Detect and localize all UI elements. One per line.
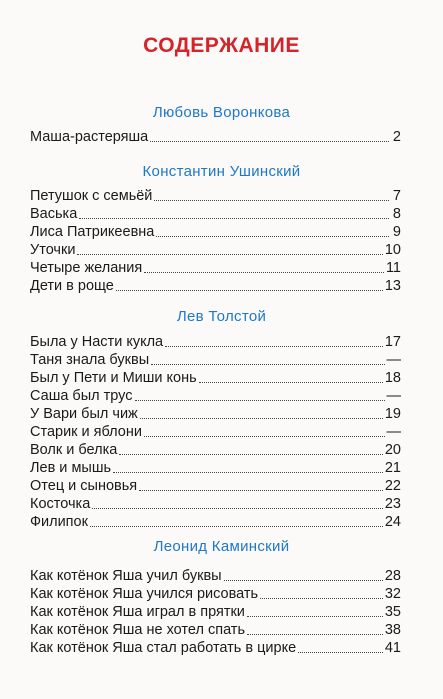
dot-leader	[79, 218, 389, 219]
toc-entry[interactable]	[30, 458, 401, 477]
entry-page: 10	[384, 242, 401, 258]
entry-title: Косточка	[30, 496, 91, 512]
section-author: Любовь Воронкова	[152, 104, 291, 121]
entry-title: Волк и белка	[30, 442, 118, 458]
section-author: Леонид Каминский	[153, 538, 290, 555]
toc-entry[interactable]	[30, 440, 401, 459]
entry-page: 13	[384, 278, 401, 294]
dot-leader	[150, 141, 389, 142]
entry-title: Филипок	[30, 514, 88, 530]
toc-entry[interactable]	[30, 386, 401, 405]
entry-title: Маша-растеряша	[30, 129, 149, 145]
dot-leader	[119, 454, 383, 455]
dot-leader	[144, 272, 384, 273]
entry-title: Отец и сыновья	[30, 478, 138, 494]
toc-entry[interactable]	[30, 422, 401, 441]
toc-entry[interactable]	[30, 566, 401, 585]
entry-page: 41	[384, 640, 401, 656]
entry-title: Старик и яблони	[30, 424, 142, 440]
toc-entry[interactable]	[30, 258, 401, 277]
entry-page: 21	[384, 460, 401, 476]
toc-entry[interactable]	[30, 240, 401, 259]
dot-leader	[165, 346, 383, 347]
entry-title: Лиса Патрикеевна	[30, 224, 155, 240]
entry-page: 17	[384, 334, 401, 350]
entry-title: Был у Пети и Миши конь	[30, 370, 197, 386]
dot-leader	[139, 490, 383, 491]
entry-page: 2	[392, 129, 401, 145]
section-author: Константин Ушинский	[142, 163, 301, 180]
entry-title: Петушок с семьёй	[30, 188, 153, 204]
toc-entry[interactable]	[30, 584, 401, 603]
toc-entry[interactable]	[30, 276, 401, 295]
toc-entry[interactable]	[30, 494, 401, 513]
dot-leader	[151, 364, 384, 365]
dot-leader	[247, 616, 383, 617]
toc-entry[interactable]	[30, 332, 401, 351]
entry-page: 23	[384, 496, 401, 512]
entry-page: —	[386, 352, 401, 368]
dot-leader	[90, 526, 383, 527]
dot-leader	[199, 382, 383, 383]
toc-entry[interactable]	[30, 512, 401, 531]
dot-leader	[154, 200, 389, 201]
dot-leader	[224, 580, 383, 581]
toc-entry[interactable]	[30, 186, 401, 205]
dot-leader	[144, 436, 385, 437]
entry-title: Как котёнок Яша играл в прятки	[30, 604, 245, 620]
dot-leader	[247, 634, 383, 635]
entry-title: Саша был трус	[30, 388, 133, 404]
entry-page: 18	[384, 370, 401, 386]
dot-leader	[156, 236, 389, 237]
page-title: СОДЕРЖАНИЕ	[143, 34, 300, 57]
entry-title: Как котёнок Яша не хотел спать	[30, 622, 246, 638]
toc-entry[interactable]	[30, 404, 401, 423]
toc-entry[interactable]	[30, 368, 401, 387]
toc-entry[interactable]	[30, 638, 401, 657]
entry-page: 9	[392, 224, 401, 240]
toc-entry[interactable]	[30, 222, 401, 241]
dot-leader	[260, 598, 383, 599]
entry-title: Была у Насти кукла	[30, 334, 164, 350]
toc-entry[interactable]	[30, 476, 401, 495]
dot-leader	[113, 472, 383, 473]
entry-title: У Вари был чиж	[30, 406, 138, 422]
toc-entry[interactable]	[30, 602, 401, 621]
entry-page: —	[386, 424, 401, 440]
entry-page: 24	[384, 514, 401, 530]
dot-leader	[92, 508, 383, 509]
entry-page: 11	[385, 260, 401, 276]
entry-title: Таня знала буквы	[30, 352, 150, 368]
entry-title: Как котёнок Яша учил буквы	[30, 568, 222, 584]
toc-entry[interactable]	[30, 127, 401, 146]
entry-title: Четыре желания	[30, 260, 143, 276]
entry-title: Как котёнок Яша стал работать в цирке	[30, 640, 297, 656]
entry-page: 35	[384, 604, 401, 620]
dot-leader	[116, 290, 383, 291]
entry-page: 32	[384, 586, 401, 602]
entry-page: 38	[384, 622, 401, 638]
entry-page: 20	[384, 442, 401, 458]
entry-page: —	[386, 388, 401, 404]
entry-page: 7	[392, 188, 401, 204]
toc-entry[interactable]	[30, 620, 401, 639]
dot-leader	[77, 254, 382, 255]
entry-title: Дети в роще	[30, 278, 114, 294]
entry-page: 8	[392, 206, 401, 222]
dot-leader	[135, 400, 385, 401]
dot-leader	[298, 652, 383, 653]
toc-entry[interactable]	[30, 350, 401, 369]
entry-title: Как котёнок Яша учился рисовать	[30, 586, 259, 602]
entry-title: Васька	[30, 206, 78, 222]
section-author: Лев Толстой	[176, 308, 267, 325]
entry-page: 19	[384, 406, 401, 422]
toc-entry[interactable]	[30, 204, 401, 223]
dot-leader	[140, 418, 383, 419]
entry-page: 28	[384, 568, 401, 584]
entry-title: Уточки	[30, 242, 76, 258]
entry-page: 22	[384, 478, 401, 494]
entry-title: Лев и мышь	[30, 460, 112, 476]
